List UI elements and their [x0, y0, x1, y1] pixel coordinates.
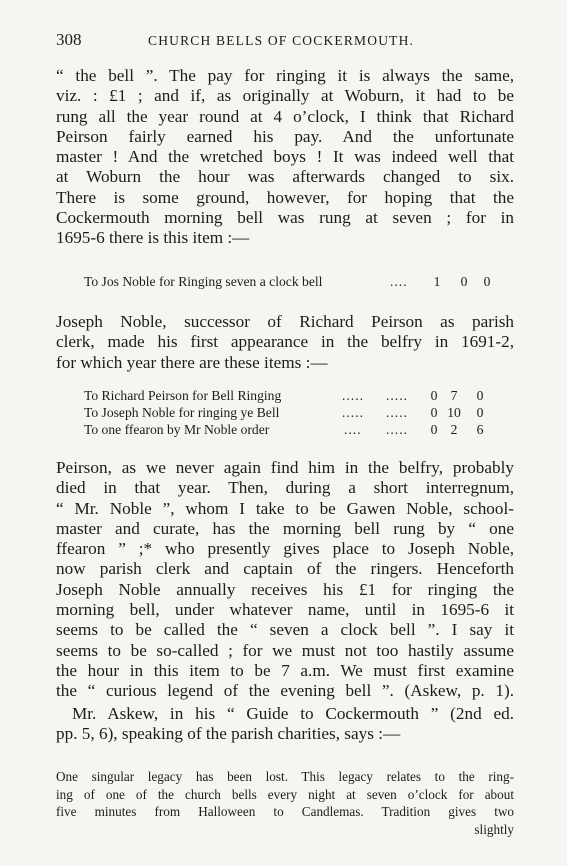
block-quote — [56, 768, 514, 838]
text-line: for which year there are these items :— — [56, 352, 328, 372]
amount-pounds: 0 — [430, 388, 438, 403]
amount-pounds: 1 — [433, 274, 441, 289]
text-line: now parish clerk and captain of the ringers. Henceforth — [56, 559, 514, 579]
amount-pence: 6 — [476, 422, 484, 437]
item-leader-dots: ..... — [386, 405, 408, 420]
item-text: To Richard Peirson for Bell Ringing — [84, 388, 282, 403]
item-leader-dots: ..... — [342, 388, 364, 403]
account-item — [84, 388, 504, 405]
text-line: seems to be so-called ; for we must not too hastily assume — [56, 640, 514, 660]
account-item — [84, 422, 504, 439]
item-leader-dots: ..... — [386, 388, 408, 403]
item-leader-dots: .... — [344, 422, 362, 437]
text-line: ffearon ” ;* who presently gives place to Joseph Noble, — [56, 539, 514, 559]
amount-shillings: 7 — [450, 388, 458, 403]
text-line: pp. 5, 6), speaking of the parish charities, says :— — [56, 724, 401, 744]
item-text: To one ffearon by Mr Noble order — [84, 422, 270, 437]
running-title: CHURCH BELLS OF COCKERMOUTH. — [148, 33, 415, 48]
item-text: To Jos Noble for Ringing seven a clock bell — [84, 274, 323, 289]
text-line: viz. : £1 ; and if, as originally at Woburn, it had to be — [56, 86, 514, 106]
item-leader-dots: ..... — [342, 405, 364, 420]
item-text: To Joseph Noble for ringing ye Bell — [84, 405, 280, 420]
text-line: master ! And the wretched boys ! It was indeed well that — [56, 147, 514, 167]
text-line: seems to be called the “ seven a clock bell ”. I say it — [56, 620, 514, 640]
text-line: There is some ground, however, for hoping that the — [56, 187, 514, 207]
text-line: morning bell, under whatever name, until in 1695-6 it — [56, 600, 514, 620]
amount-pence: 0 — [476, 388, 484, 403]
item-leader-dots: ..... — [386, 422, 408, 437]
amount-pence: 0 — [476, 405, 484, 420]
text-line: died in that year. Then, during a short interregnum, — [56, 478, 514, 498]
text-line: the hour in this item to be 7 a.m. We must first examine — [56, 660, 514, 680]
account-item — [84, 405, 504, 422]
text-line: Mr. Askew, in his “ Guide to Cockermouth ” (2nd ed. — [72, 704, 514, 723]
text-line: Peirson fairly earned his pay. And the unfortunate — [56, 126, 514, 146]
account-item — [84, 274, 504, 291]
amount-pence: 0 — [483, 274, 491, 289]
page-header — [56, 30, 516, 54]
text-line: the “ curious legend of the evening bell ”. (Askew, p. 1). — [56, 681, 514, 701]
text-line: master and curate, has the morning bell rung by “ one — [56, 518, 514, 538]
text-line: Joseph Noble annually receives his £1 for ringing the — [56, 579, 514, 599]
amount-pounds: 0 — [430, 405, 438, 420]
text-line: clerk, made his first appearance in the belfry in 1691-2, — [56, 332, 514, 352]
amount-shillings: 2 — [450, 422, 458, 437]
text-line: “ the bell ”. The pay for ringing it is always the same, — [56, 66, 514, 85]
text-line: “ Mr. Noble ”, whom I take to be Gawen Noble, school- — [56, 498, 514, 518]
account-items-1691 — [84, 388, 504, 439]
text-line: Cockermouth morning bell was rung at seven ; for in — [56, 208, 514, 228]
quote-line: five minutes from Halloween to Candlemas. Tradition gives two — [56, 804, 514, 820]
item-leader-dots: .... — [390, 274, 408, 289]
text-line: 1695-6 there is this item :— — [56, 228, 250, 248]
account-item-1695 — [84, 274, 504, 291]
text-line: Joseph Noble, successor of Richard Peirson as parish — [56, 312, 514, 331]
quote-line: One singular legacy has been lost. This legacy relates to the ring- — [56, 769, 514, 784]
amount-shillings: 0 — [460, 274, 468, 289]
quote-line: slightly — [474, 821, 514, 837]
text-line: at Woburn the hour was afterwards changed to six. — [56, 167, 514, 187]
amount-shillings: 10 — [447, 405, 461, 420]
paragraph-2 — [56, 312, 514, 373]
paragraph-4 — [56, 704, 514, 745]
page-number: 308 — [56, 30, 82, 49]
text-line: Peirson, as we never again find him in the belfry, probably — [56, 458, 514, 477]
paragraph-3 — [56, 458, 514, 702]
text-line: rung all the year round at 4 o’clock, I think that Richard — [56, 106, 514, 126]
quote-line: ing of one of the church bells every night at seven o’clock for about — [56, 786, 514, 802]
amount-pounds: 0 — [430, 422, 438, 437]
paragraph-1 — [56, 66, 514, 249]
